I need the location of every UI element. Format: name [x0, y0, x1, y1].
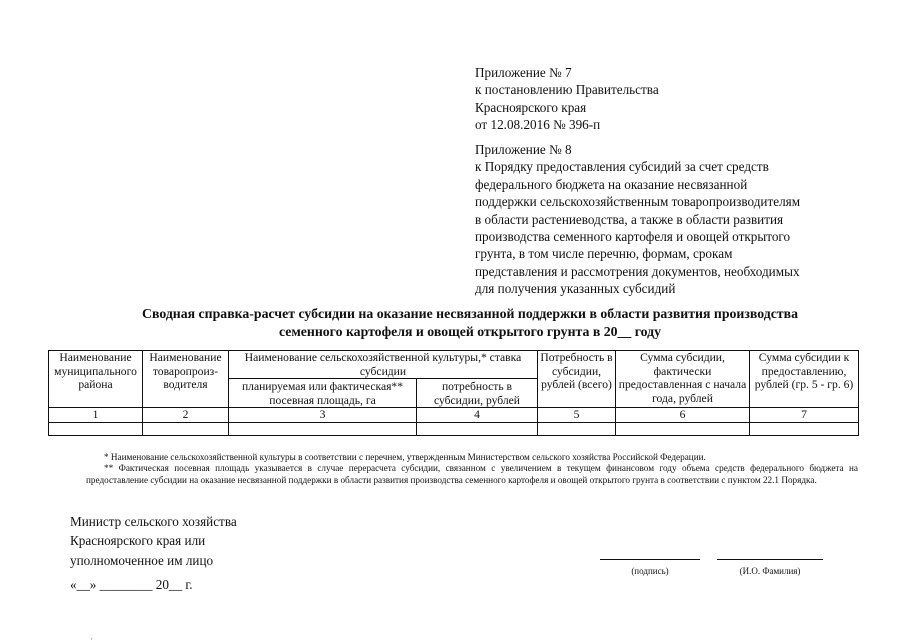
header-producer: Наименование товаропроиз-водителя: [143, 351, 229, 408]
column-number: 3: [229, 408, 417, 423]
appendix-8-block: Приложение № 8 к Порядку предоставления субсидий за счет средств федерального бюджета на оказание несвязанной поддержки сельскохозяйственным товаропроизводителям в области растениеводства, а также в области развития производства семенного картофеля и овощей открытого грунта, в том числе перечню, формам, срокам представления и рассмотрения документов, необходимых для получения указанных субсидий: [475, 142, 801, 297]
header-paid: Сумма субсидии, фактически предоставленная с начала года, рублей: [616, 351, 750, 408]
table-cell: [417, 423, 538, 436]
table-cell: [49, 423, 143, 436]
column-number: 6: [616, 408, 750, 423]
table-cell: [143, 423, 229, 436]
footnote-1: * Наименование сельскохозяйственной культуры в соответствии с перечнем, утвержденным Министерством сельского хозяйства Российской Федерации.: [104, 452, 706, 462]
table-cell: [616, 423, 750, 436]
header-need-total: Потребность в субсидии, рублей (всего): [538, 351, 616, 408]
table-cell: [229, 423, 417, 436]
appendix-7-block: Приложение № 7 к постановлению Правительства Красноярского края от 12.08.2016 № 396-п: [475, 65, 659, 133]
footnotes: [86, 452, 858, 486]
subsidy-table: [48, 350, 859, 436]
column-number: 4: [417, 408, 538, 423]
header-area: планируемая или фактическая** посевная площадь, га: [229, 379, 417, 408]
table-header-row-1: [49, 351, 859, 379]
name-field: (И.О. Фамилия): [717, 559, 823, 576]
minister-block: Министр сельского хозяйства Красноярского края или уполномоченное им лицо: [70, 514, 237, 568]
header-to-pay: Сумма субсидии к предоставлению, рублей (гр. 5 - гр. 6): [750, 351, 859, 408]
table-cell: [538, 423, 616, 436]
column-number: 2: [143, 408, 229, 423]
column-number-row: [49, 408, 859, 423]
table-cell: [750, 423, 859, 436]
table-row: [49, 423, 859, 436]
header-crop-group: Наименование сельскохозяйственной культуры,* ставка субсидии: [229, 351, 538, 379]
signature-field: (подпись): [600, 559, 700, 576]
document-title: Сводная справка-расчет субсидии на оказание несвязанной поддержки в области развития производства семенного картофеля и овощей открытого грунта в 20__ году: [142, 306, 798, 339]
header-need: потребность в субсидии, рублей: [417, 379, 538, 408]
footnote-2: ** Фактическая посевная площадь указывается в случае перерасчета субсидии, связанном с увеличением в текущем финансовом году объема средств федерального бюджета на предоставление субсидии на оказание несвязанной поддержки в области развития производства семенного картофеля и овощей открытого грунта в соответствии с пунктом 22.1 Порядка.: [86, 463, 858, 485]
scan-artifact: ·: [90, 634, 93, 644]
column-number: 5: [538, 408, 616, 423]
column-number: 1: [49, 408, 143, 423]
header-municipality: Наименование муниципального района: [49, 351, 143, 408]
date-line: «__» ________ 20__ г.: [70, 577, 193, 592]
column-number: 7: [750, 408, 859, 423]
